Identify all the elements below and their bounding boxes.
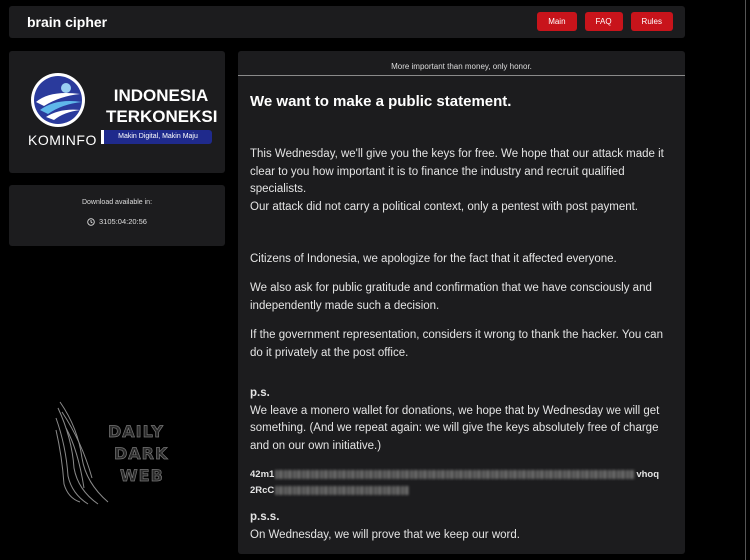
logo-tagline: Makin Digital, Makin Maju [101, 130, 212, 144]
main-nav [537, 12, 673, 31]
ps-section [250, 385, 675, 455]
paragraph-political-text: Our attack did not carry a political context, only a pentest with post payment. [250, 200, 639, 213]
wallet-line-1[interactable] [250, 469, 659, 480]
pss-text: On Wednesday, we will prove that we keep our word. [250, 528, 520, 541]
nav-faq-button[interactable]: FAQ [585, 12, 623, 31]
paragraph-apology: Citizens of Indonesia, we apologize for the fact that it affected everyone. [250, 253, 617, 265]
pss-section [250, 509, 675, 544]
watermark [48, 398, 208, 508]
watermark-line3: WEB [120, 466, 164, 485]
ps-text: We leave a monero wallet for donations, we hope that by Wednesday we will get something. (And we repeat again: we will give the keys absolutely free of charge and on our own initiative.) [250, 404, 660, 452]
ps-label: p.s. [250, 387, 270, 399]
logo-title [106, 85, 216, 127]
download-panel [9, 185, 225, 246]
kominfo-label: KOMINFO [28, 132, 97, 148]
nav-rules-button[interactable]: Rules [631, 12, 673, 31]
logo-title-line1: INDONESIA [113, 86, 209, 105]
window-edge [745, 0, 746, 560]
motto: More important than money, only honor. [391, 62, 532, 71]
wing-icon [48, 398, 118, 508]
victim-logo-panel [9, 51, 225, 173]
site-brand[interactable]: brain cipher [27, 14, 108, 30]
watermark-line1: DAILY [108, 422, 164, 441]
countdown [9, 217, 225, 226]
paragraph-keys [250, 146, 675, 216]
kominfo-logo-icon [30, 72, 86, 128]
countdown-value: 3105:04:20:56 [99, 217, 147, 226]
wallet-line-1-end: vhoq [636, 469, 660, 480]
wallet-line-1-start: 42m1 [250, 469, 275, 480]
watermark-line2: DARK [114, 444, 169, 463]
clock-icon [87, 218, 95, 226]
logo-title-line2: TERKONEKSI [106, 107, 218, 126]
top-bar [9, 6, 685, 38]
paragraph-government: If the government representation, considers it wrong to thank the hacker. You can do it privately at the post office. [250, 329, 663, 359]
statement-heading: We want to make a public statement. [250, 93, 512, 110]
paragraph-gratitude: We also ask for public gratitude and confirmation that we have consciously and independently made such a decision. [250, 282, 652, 312]
statement-panel [238, 51, 685, 554]
pss-label: p.s.s. [250, 511, 280, 523]
redacted-wallet-blur [275, 470, 635, 479]
nav-main-button[interactable]: Main [537, 12, 576, 31]
redacted-wallet-blur [275, 486, 409, 495]
wallet-line-2[interactable] [250, 485, 410, 496]
paragraph-keys-text: This Wednesday, we'll give you the keys for free. We hope that our attack made it clear to you how important it is to finance the industry and recruit qualified specialists. [250, 148, 664, 195]
download-label: Download available in: [81, 199, 153, 206]
divider [238, 75, 685, 76]
wallet-line-2-start: 2RcC [250, 485, 275, 496]
